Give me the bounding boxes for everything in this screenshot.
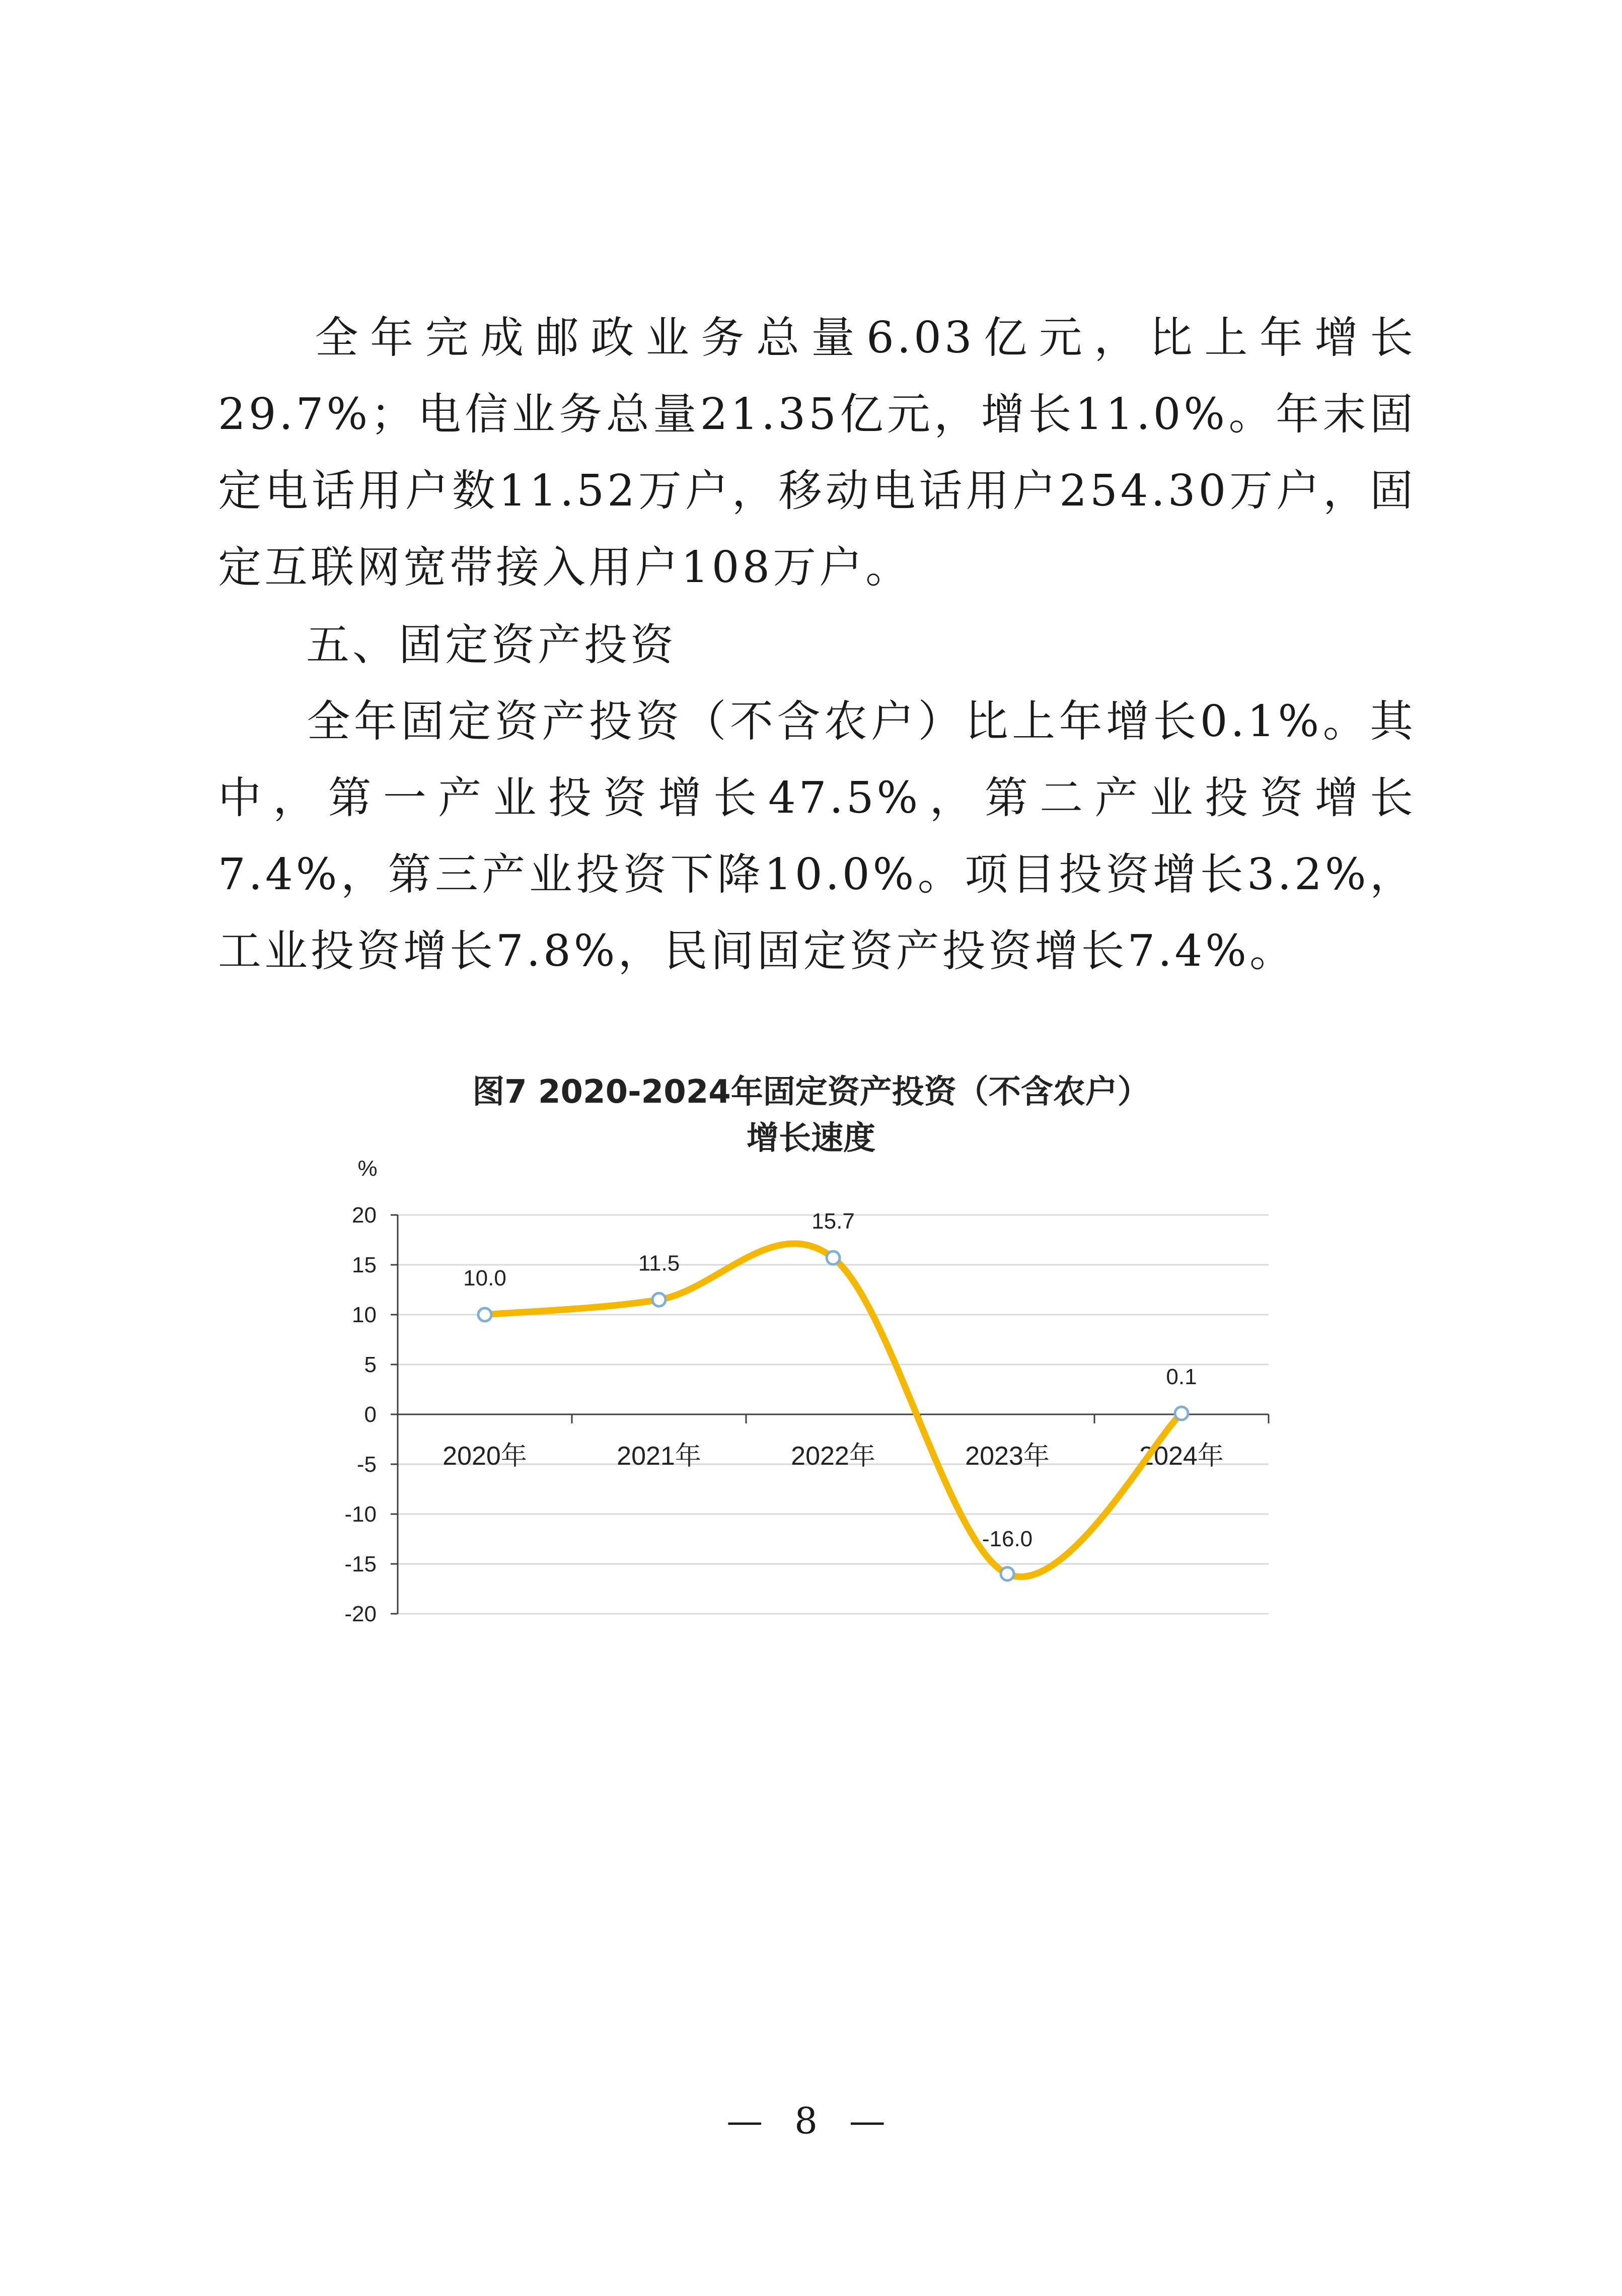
section-heading: 五、固定资产投资 xyxy=(306,620,677,670)
y-tick-label-0: 0 xyxy=(364,1402,377,1427)
y-tick-label--10: -10 xyxy=(344,1502,377,1527)
x-category-label-1: 2021年 xyxy=(617,1442,701,1471)
data-label-4: 0.1 xyxy=(1166,1365,1197,1390)
data-label-1: 11.5 xyxy=(638,1251,680,1276)
paragraph-postal-telecom-text: 全年完成邮政业务总量6.03亿元，比上年增长29.7%；电信业务总量21.35亿元，增长11.0%。年末固定电话用户数11.52万户，移动电话用户254.30万户，固定互联网宽带接入用户108万户。 xyxy=(218,313,1416,593)
data-point-0 xyxy=(478,1308,491,1321)
data-point-4 xyxy=(1175,1407,1188,1420)
y-tick-label--15: -15 xyxy=(344,1552,377,1576)
paragraph-fixed-investment-text: 全年固定资产投资（不含农户）比上年增长0.1%。其中，第一产业投资增长47.5%，第二产业投资增长7.4%，第三产业投资下降10.0%。项目投资增长3.2%，工业投资增长7.8%，民间固定资产投资增长7.4%。 xyxy=(218,696,1416,976)
page-number: — 8 — xyxy=(726,2100,896,2142)
data-label-3: -16.0 xyxy=(982,1526,1033,1551)
data-point-3 xyxy=(1001,1567,1014,1581)
data-point-2 xyxy=(827,1251,840,1264)
data-label-0: 10.0 xyxy=(463,1266,506,1290)
y-tick-label-5: 5 xyxy=(364,1352,377,1377)
y-tick-label--20: -20 xyxy=(344,1602,377,1626)
chart-title-line1: 图7 2020-2024年固定资产投资（不含农户） xyxy=(472,1073,1150,1111)
series-line-growth xyxy=(485,1244,1182,1577)
data-point-1 xyxy=(652,1293,666,1306)
y-tick-label--5: -5 xyxy=(356,1452,377,1477)
x-category-label-3: 2023年 xyxy=(965,1442,1050,1471)
x-category-label-4: 2024年 xyxy=(1139,1442,1224,1471)
chart-title-line2: 增长速度 xyxy=(747,1120,875,1157)
y-tick-label-20: 20 xyxy=(352,1203,377,1228)
y-tick-label-15: 15 xyxy=(352,1253,377,1277)
x-category-label-0: 2020年 xyxy=(443,1442,527,1471)
x-category-label-2: 2022年 xyxy=(791,1442,875,1471)
y-tick-label-10: 10 xyxy=(352,1303,377,1327)
data-label-2: 15.7 xyxy=(812,1209,855,1234)
y-axis-unit: % xyxy=(357,1156,378,1181)
